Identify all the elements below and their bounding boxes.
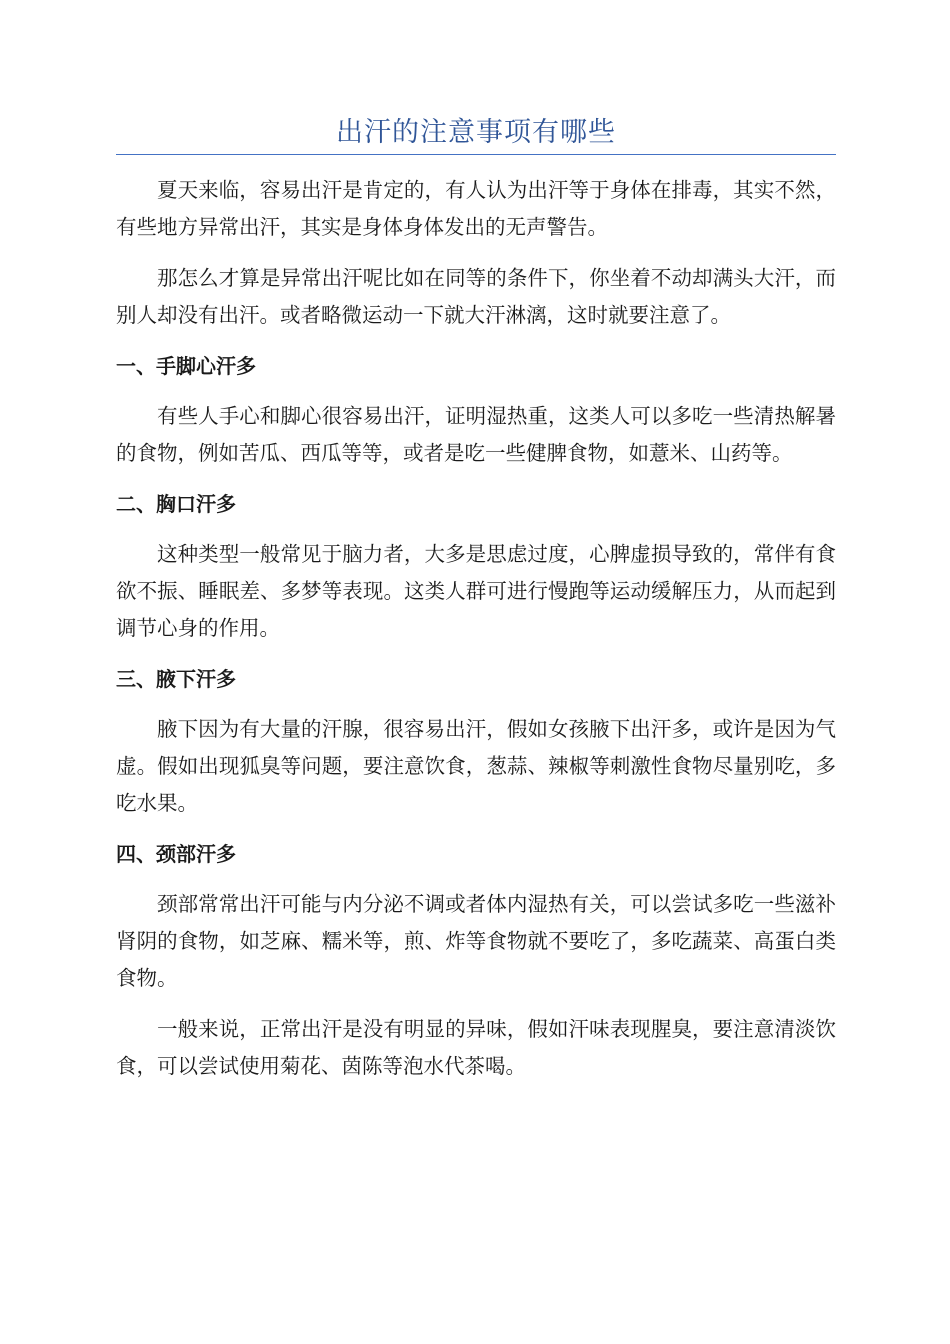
section-heading: 四、颈部汗多 [116, 842, 236, 866]
section-paragraph: 有些人手心和脚心很容易出汗，证明湿热重，这类人可以多吃一些清热解暑的食物，例如苦瓜、西瓜等等，或者是吃一些健脾食物，如薏米、山药等。 [116, 404, 836, 465]
section-heading: 二、胸口汗多 [116, 492, 236, 516]
document-title: 出汗的注意事项有哪些 [336, 117, 616, 148]
document-page [116, 0, 836, 1344]
intro-paragraph: 夏天来临，容易出汗是肯定的，有人认为出汗等于身体在排毒，其实不然，有些地方异常出汗，其实是身体身体发出的无声警告。 [116, 178, 836, 239]
section-paragraph: 颈部常常出汗可能与内分泌不调或者体内湿热有关，可以尝试多吃一些滋补肾阴的食物，如芝麻、糯米等，煎、炸等食物就不要吃了，多吃蔬菜、高蛋白类食物。 [116, 892, 836, 990]
section-heading: 三、腋下汗多 [116, 667, 236, 691]
section-paragraph: 这种类型一般常见于脑力者，大多是思虑过度，心脾虚损导致的，常伴有食欲不振、睡眠差、多梦等表现。这类人群可进行慢跑等运动缓解压力，从而起到调节心身的作用。 [116, 542, 836, 640]
document-body [116, 172, 836, 1099]
section-paragraph: 腋下因为有大量的汗腺，很容易出汗，假如女孩腋下出汗多，或许是因为气虚。假如出现狐臭等问题，要注意饮食，葱蒜、辣椒等刺激性食物尽量别吃，多吃水果。 [116, 717, 836, 815]
section-heading: 一、手脚心汗多 [116, 354, 256, 378]
closing-paragraph: 一般来说，正常出汗是没有明显的异味，假如汗味表现腥臭，要注意清淡饮食，可以尝试使用菊花、茵陈等泡水代茶喝。 [116, 1017, 836, 1078]
intro-paragraph: 那怎么才算是异常出汗呢比如在同等的条件下，你坐着不动却满头大汗，而别人却没有出汗。或者略微运动一下就大汗淋漓，这时就要注意了。 [116, 266, 836, 327]
title-underline [116, 154, 836, 155]
